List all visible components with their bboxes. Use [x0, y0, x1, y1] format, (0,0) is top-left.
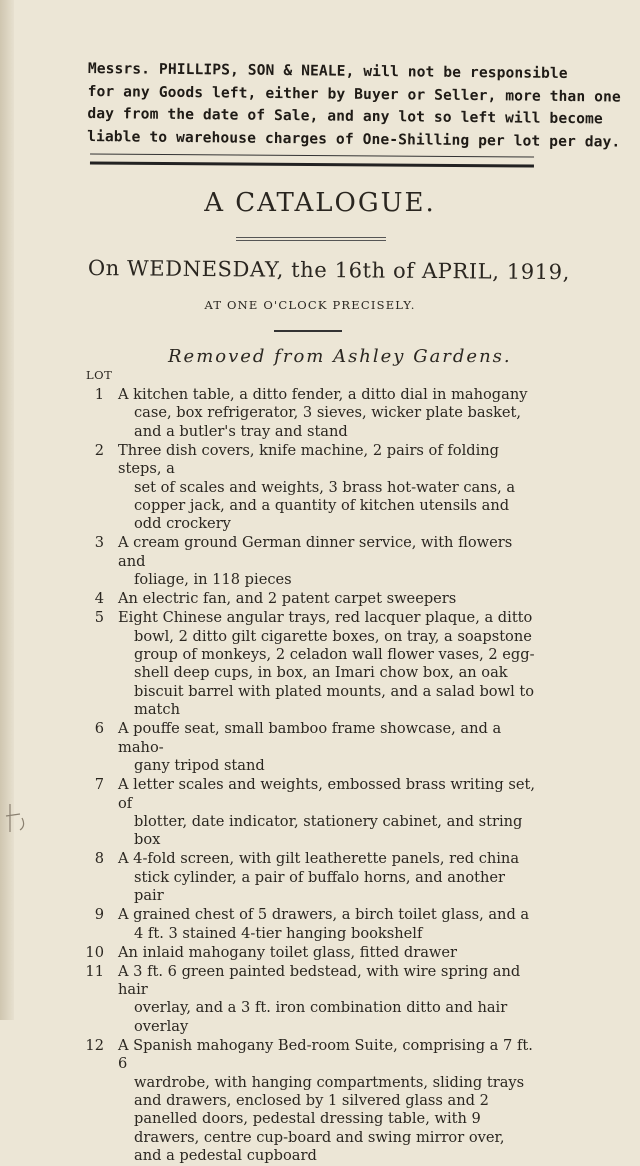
- sale-date: On WEDNESDAY, the 16th of APRIL, 1919,: [87, 256, 571, 285]
- removed-from-heading: Removed from Ashley Gardens.: [168, 346, 512, 367]
- lot-entry: [76, 776, 536, 850]
- lot-number: 4: [94, 590, 104, 608]
- lot-description-first-line: A cream ground German dinner service, with flowers and: [118, 534, 513, 570]
- lot-description-continuation: stick cylinder, a pair of buffalo horns, and another pair: [134, 868, 506, 905]
- lot-description-continuation: set of scales and weights, 3 brass hot-water cans, a copper jack, and a quantity of kitchen utensils and odd crockery: [134, 478, 516, 533]
- pencil-margin-mark: [4, 802, 34, 836]
- lot-number: 1: [94, 386, 104, 403]
- notice-line: liable to warehouse charges of One-Shilling per lot per day.: [87, 127, 621, 151]
- lot-description-continuation: foliage, in 118 pieces: [134, 571, 292, 589]
- lot-description: [76, 963, 536, 1037]
- lot-entry: [76, 906, 536, 943]
- lot-description-continuation: blotter, date indicator, stationery cabinet, and string box: [134, 812, 523, 849]
- lot-entry: [76, 944, 536, 962]
- lot-description-continuation: 4 ft. 3 stained 4-tier hanging bookshelf: [134, 924, 423, 942]
- notice-divider: [90, 153, 534, 167]
- lot-entry: [76, 1037, 536, 1166]
- title-divider: [236, 237, 386, 241]
- lot-description-first-line: A 3 ft. 6 green painted bedstead, with wire spring and hair: [118, 962, 521, 998]
- lot-entry: [76, 850, 536, 905]
- lot-description: [76, 906, 536, 943]
- lot-description-first-line: Eight Chinese angular trays, red lacquer plaque, a ditto: [118, 609, 533, 627]
- lot-description: [76, 776, 536, 850]
- lot-description-first-line: A letter scales and weights, embossed brass writing set, of: [118, 776, 536, 812]
- lot-list: [76, 386, 536, 1166]
- lot-description-first-line: A 4-fold screen, with gilt leatherette panels, red china: [118, 850, 520, 868]
- notice-line: for any Goods left, either by Buyer or Seller, more than one: [87, 82, 621, 106]
- lot-number: 6: [94, 720, 104, 738]
- sale-time: AT ONE O'CLOCK PRECISELY.: [204, 298, 416, 312]
- lot-description-first-line: Three dish covers, knife machine, 2 pairs of folding steps, a: [118, 441, 499, 478]
- lot-description: [76, 590, 536, 608]
- lot-description-continuation: overlay, and a 3 ft. iron combination ditto and hair overlay: [134, 999, 508, 1035]
- lot-description-continuation: case, box refrigerator, 3 sieves, wicker plate basket, and a butler's tray and stand: [134, 404, 522, 440]
- lot-entry: [76, 386, 536, 441]
- catalogue-title: A CATALOGUE.: [204, 188, 436, 218]
- lot-entry: [76, 590, 536, 608]
- lot-description: [76, 609, 536, 719]
- lot-description: [76, 850, 536, 905]
- lot-number: 8: [94, 850, 104, 868]
- lot-entry: [76, 720, 536, 775]
- lot-entry: [76, 609, 536, 719]
- lot-description-continuation: bowl, 2 ditto gilt cigarette boxes, on tray, a soapstone group of monkeys, 2 celadon wall flower vases, 2 egg-shell deep cups, in box, an Imari chow box, an oak biscuit barrel with plated mounts, and a salad bowl to match: [134, 627, 535, 719]
- lot-description-continuation: gany tripod stand: [134, 757, 265, 775]
- date-divider: [274, 330, 342, 332]
- notice-block: [87, 58, 621, 153]
- lot-description-first-line: A pouffe seat, small bamboo frame showcase, and a maho-: [118, 720, 502, 756]
- lot-description: [76, 944, 536, 962]
- lot-number: 9: [94, 906, 104, 924]
- notice-line: day from the date of Sale, and any lot so left will become: [87, 105, 603, 128]
- lot-number: 11: [85, 962, 104, 980]
- lot-description-first-line: An inlaid mahogany toilet glass, fitted drawer: [118, 943, 458, 961]
- lot-entry: [76, 963, 536, 1037]
- lot-number: 12: [85, 1036, 104, 1054]
- lot-description-first-line: A Spanish mahogany Bed-room Suite, comprising a 7 ft. 6: [118, 1036, 533, 1073]
- lot-description-continuation: wardrobe, with hanging compartments, sliding trays and drawers, enclosed by 1 silvered glass and 2 panelled doors, pedestal dressing table, with 9 drawers, centre cup-board and swing mirror over, and a pedestal cupboard: [134, 1073, 525, 1165]
- notice-line: Messrs. PHILLIPS, SON & NEALE, will not be responsible: [87, 59, 568, 83]
- lot-description: [76, 442, 536, 534]
- page-edge: [0, 0, 14, 1020]
- lot-number: 7: [94, 776, 104, 794]
- lot-description-first-line: An electric fan, and 2 patent carpet sweepers: [118, 590, 457, 608]
- lot-description-first-line: A kitchen table, a ditto fender, a ditto dial in mahogany: [118, 386, 528, 403]
- lot-description: [76, 534, 536, 589]
- lot-number: 2: [94, 441, 104, 459]
- lot-description-first-line: A grained chest of 5 drawers, a birch toilet glass, and a: [118, 906, 530, 924]
- lot-description: [76, 1037, 536, 1166]
- lot-number: 5: [94, 609, 104, 627]
- lot-description: [76, 386, 536, 441]
- lot-column-header: LOT: [86, 368, 113, 382]
- lot-entry: [76, 442, 536, 534]
- lot-description: [76, 720, 536, 775]
- lot-entry: [76, 534, 536, 589]
- lot-number: 3: [94, 534, 104, 552]
- lot-number: 10: [85, 943, 104, 961]
